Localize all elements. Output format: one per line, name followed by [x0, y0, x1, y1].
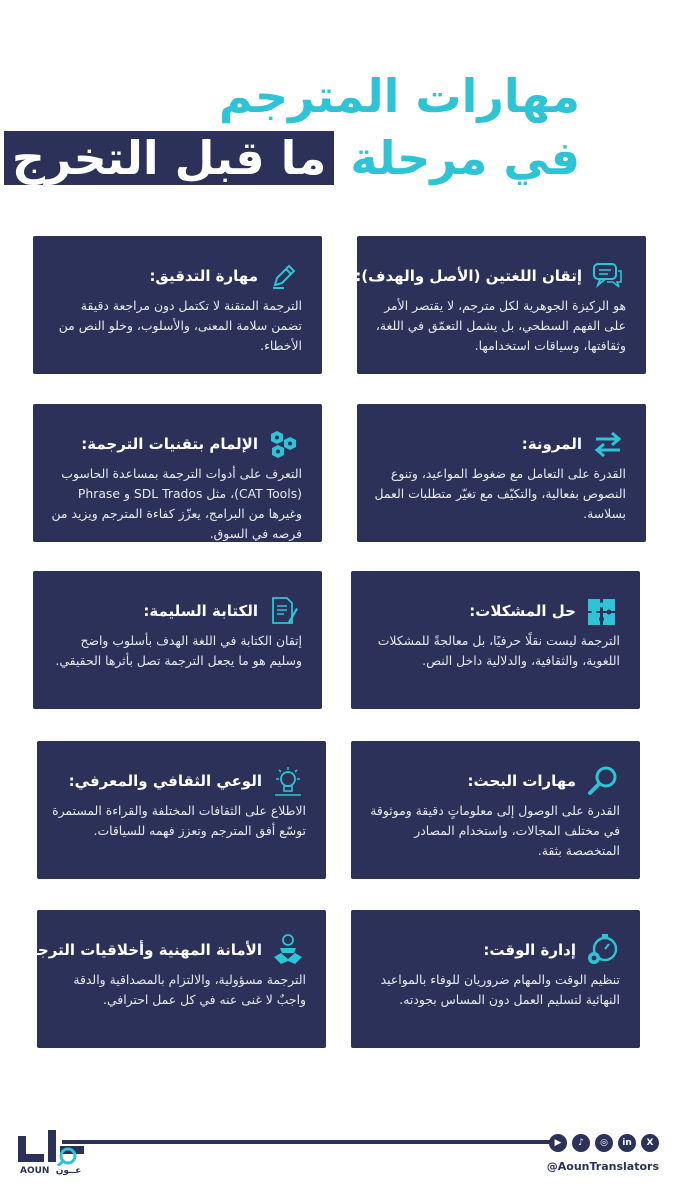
skill-card [351, 741, 640, 879]
social-links [549, 1134, 659, 1152]
card-title: مهارة التدقيق: [149, 267, 258, 285]
card-title: الكتابة السليمة: [143, 602, 258, 620]
card-title: المرونة: [521, 435, 582, 453]
skill-card [357, 236, 646, 374]
card-title: إتقان اللغتين (الأصل والهدف): [355, 267, 582, 285]
card-title: الوعي الثقافي والمعرفي: [68, 772, 262, 790]
logo-text [20, 1166, 81, 1176]
card-text: هو الركيزة الجوهرية لكل مترجم، لا يقتصر الأمر على الفهم السطحي، بل يشمل التعمّق في اللغة، وثقافتها، وسياقات استخدامها. [375, 298, 626, 353]
stopwatch-gear-icon [584, 934, 620, 966]
logo-en: AOUN [20, 1166, 50, 1176]
title-highlight: ما قبل التخرج [4, 131, 334, 185]
card-title: مهارات البحث: [467, 772, 576, 790]
page-title-line2 [4, 130, 580, 186]
arrows-exchange-icon [590, 428, 626, 460]
lightbulb-icon [270, 765, 306, 797]
skill-card [37, 741, 326, 879]
card-text: التعرف على أدوات الترجمة بمساعدة الحاسوب (CAT Tools)، مثل SDL Trados و Phrase وغيرها من البرامج، يعزّز كفاءة المترجم ويزيد من فرصه في السوق. [51, 466, 302, 541]
tiktok-icon[interactable]: ♪ [572, 1134, 590, 1152]
skill-card [351, 910, 640, 1048]
card-title: حل المشكلات: [469, 602, 576, 620]
card-text: إتقان الكتابة في اللغة الهدف بأسلوب واضح وسليم هو ما يجعل الترجمة تصل بأثرها الحقيقي. [55, 633, 302, 668]
title-prefix: في مرحلة [350, 131, 580, 185]
card-title: إدارة الوقت: [483, 941, 576, 959]
youtube-icon[interactable]: ▶ [549, 1134, 567, 1152]
logo-ar: عــون [55, 1166, 82, 1176]
card-text: تنظيم الوقت والمهام ضروريان للوفاء بالمواعيد النهائية لتسليم العمل دون المساس بجودته. [380, 972, 620, 1007]
instagram-icon[interactable]: ◎ [595, 1134, 613, 1152]
card-text: الترجمة مسؤولية، والالتزام بالمصداقية والدقة واجبٌ لا غنى عنه في كل عمل احترافي. [73, 972, 306, 1007]
card-text: الاطلاع على الثقافات المختلفة والقراءة المستمرة توسّع أفق المترجم وتعزز فهمه للسياقات. [52, 803, 306, 838]
puzzle-icon [584, 595, 620, 627]
page-title-line1: مهارات المترجم [218, 69, 580, 123]
card-text: الترجمة المتقنة لا تكتمل دون مراجعة دقيقة تضمن سلامة المعنى، والأسلوب، وخلو النص من الأخطاء. [58, 298, 302, 353]
hexagon-cluster-icon [266, 428, 302, 460]
skill-card [357, 404, 646, 542]
card-title: الأمانة المهنية وأخلاقيات الترجمة: [12, 941, 262, 959]
aoun-logo [18, 1126, 90, 1186]
handshake-icon [270, 934, 306, 966]
x-icon[interactable]: X [641, 1134, 659, 1152]
skill-card [33, 236, 322, 374]
skill-card [33, 571, 322, 709]
card-title: الإلمام بتقنيات الترجمة: [81, 435, 258, 453]
card-text: القدرة على التعامل مع ضغوط المواعيد، وتنوع النصوص بفعالية، والتكيّف مع تغيّر متطلبات العمل بسلاسة. [374, 466, 626, 521]
linkedin-icon[interactable]: in [618, 1134, 636, 1152]
document-pen-icon [266, 595, 302, 627]
pencil-icon [266, 260, 302, 292]
skill-card [351, 571, 640, 709]
magnifier-icon [584, 765, 620, 797]
chat-bubbles-icon [590, 260, 626, 292]
skill-card [12, 910, 326, 1048]
social-handle[interactable]: @AounTranslators [546, 1160, 659, 1173]
card-text: القدرة على الوصول إلى معلوماتٍ دقيقة وموثوقة في مختلف المجالات، واستخدام المصادر المتخصصة بثقة. [370, 803, 620, 858]
card-text: الترجمة ليست نقلًا حرفيًا، بل معالجةً للمشكلات اللغوية، والثقافية، والدلالية داخل النص. [377, 633, 620, 668]
footer-divider [62, 1140, 563, 1144]
skill-card [33, 404, 322, 542]
